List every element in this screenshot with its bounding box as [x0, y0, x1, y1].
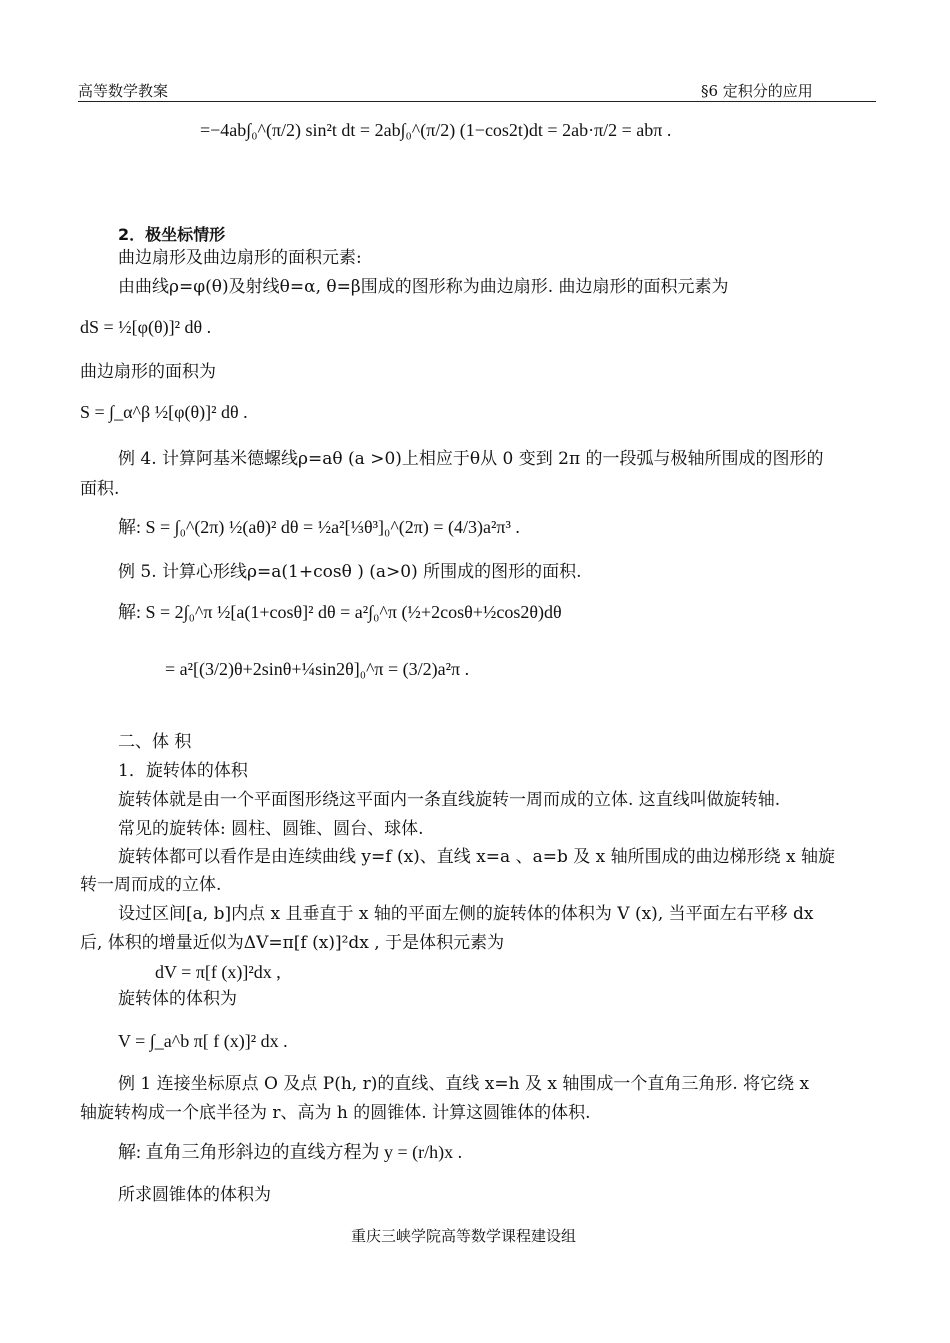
example-5-solution-1: 解: S = 2∫₀^π ½[a(1+cosθ]² dθ = a²∫₀^π (½+2cosθ+½cos2θ)dθ [118, 602, 562, 622]
formula-area-element: dS = ½[φ(θ)]² dθ . [80, 317, 212, 337]
text-line: 旋转体的体积为 [118, 989, 237, 1009]
text-line: 设过区间[a, b]内点 x 且垂直于 x 轴的平面左侧的旋转体的体积为 V (x), 当平面左右平移 dx [118, 904, 814, 924]
text-line: 旋转体就是由一个平面图形绕这平面内一条直线旋转一周而成的立体. 这直线叫做旋转轴. [118, 790, 781, 810]
text-line: 轴旋转构成一个底半径为 r、高为 h 的圆锥体. 计算这圆锥体的体积. [80, 1103, 591, 1123]
text-line: 转一周而成的立体. [80, 875, 222, 895]
text-line: 常见的旋转体: 圆柱、圆锥、圆台、球体. [118, 819, 424, 839]
text-line: 所求圆锥体的体积为 [118, 1185, 271, 1205]
text-line: 旋转体都可以看作是由连续曲线 y=f (x)、直线 x=a 、a=b 及 x 轴所围成的曲边梯形绕 x 轴旋 [118, 847, 836, 867]
text-line: 后, 体积的增量近似为ΔV=π[f (x)]²dx , 于是体积元素为 [80, 933, 505, 953]
formula-line-1: =−4ab∫₀^(π/2) sin²t dt = 2ab∫₀^(π/2) (1−cos2t)dt = 2ab·π/2 = abπ . [200, 120, 672, 140]
section-heading-volume: 二、体 积 [118, 732, 192, 752]
formula-sector-area: S = ∫_α^β ½[φ(θ)]² dθ . [80, 402, 248, 422]
example-5-solution-2: = a²[(3/2)θ+2sinθ+¼sin2θ]₀^π = (3/2)a²π . [165, 659, 470, 679]
header-course-title: 高等数学教案 [78, 82, 169, 100]
example-1-solution: 解: 直角三角形斜边的直线方程为 y = (r/h)x . [118, 1142, 463, 1162]
text-line: 面积. [80, 479, 120, 499]
header-section-title: §6 定积分的应用 [701, 82, 813, 100]
example-4-solution: 解: S = ∫₀^(2π) ½(aθ)² dθ = ½a²[⅓θ³]₀^(2π) = (4/3)a²π³ . [118, 517, 520, 537]
subsection-heading-polar: 2．极坐标情形 [118, 225, 226, 244]
header-rule [78, 101, 876, 102]
text-line: 曲边扇形及曲边扇形的面积元素: [118, 248, 362, 268]
text-line: 由曲线ρ=φ(θ)及射线θ=α, θ=β围成的图形称为曲边扇形. 曲边扇形的面积元素为 [118, 277, 729, 297]
text-line: 曲边扇形的面积为 [80, 362, 216, 382]
example-5-text: 例 5. 计算心形线ρ=a(1+cosθ ) (a>0) 所围成的图形的面积. [118, 562, 582, 582]
subsection-heading-revolution: 1．旋转体的体积 [118, 761, 248, 781]
example-1-text: 例 1 连接坐标原点 O 及点 P(h, r)的直线、直线 x=h 及 x 轴围成一个直角三角形. 将它绕 x [118, 1074, 810, 1094]
formula-volume-element: dV = π[f (x)]²dx , [155, 962, 281, 982]
formula-volume: V = ∫_a^b π[ f (x)]² dx . [118, 1031, 288, 1051]
footer-text: 重庆三峡学院高等数学课程建设组 [351, 1227, 577, 1245]
example-4-text: 例 4. 计算阿基米德螺线ρ=aθ (a >0)上相应于θ从 0 变到 2π 的一段弧与极轴所围成的图形的 [118, 449, 824, 469]
